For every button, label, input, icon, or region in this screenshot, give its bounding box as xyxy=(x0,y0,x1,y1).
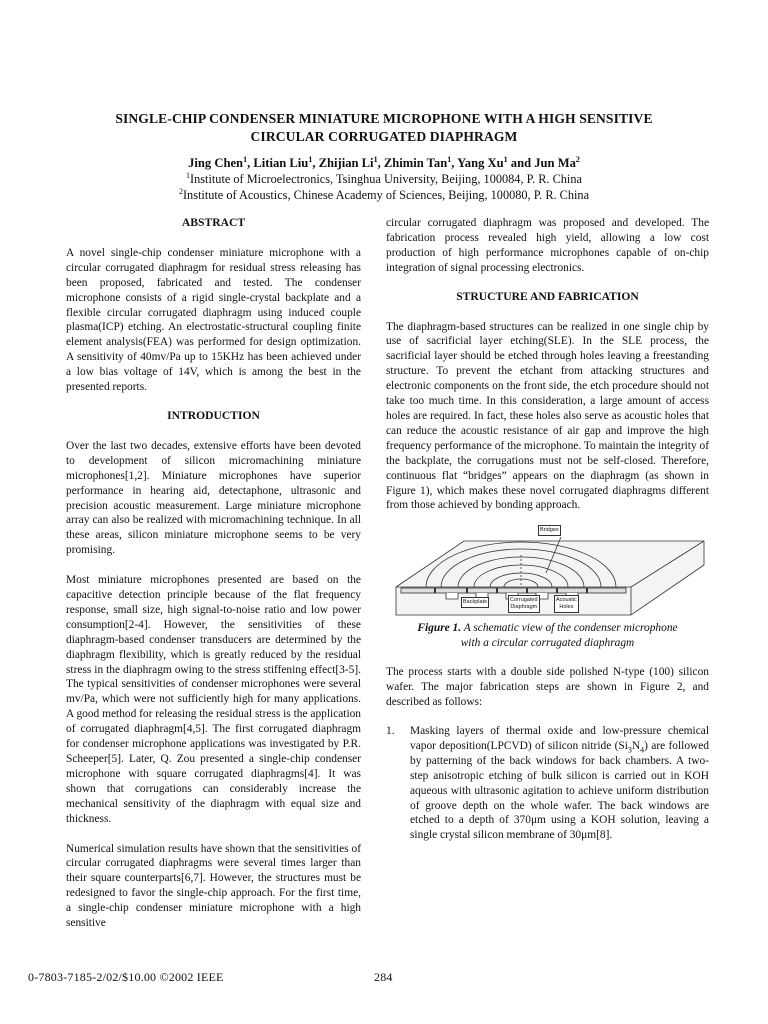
step-1-number: 1. xyxy=(386,725,395,738)
author-affiliation-mark: 1 xyxy=(447,154,452,164)
author-affiliation-mark: 1 xyxy=(243,154,248,164)
right-column xyxy=(386,216,709,843)
author-name: Yang Xu xyxy=(457,156,504,170)
author-name: Zhimin Tan xyxy=(383,156,448,170)
introduction-heading: INTRODUCTION xyxy=(167,408,260,422)
author-affiliation-mark: 1 xyxy=(373,154,378,164)
label-bridges: Bridges xyxy=(538,525,561,536)
figure-1-caption: Figure 1. A schematic view of the condenser microphone with a circular corrugated diaphragm xyxy=(417,622,678,650)
title-line-1: SINGLE-CHIP CONDENSER MINIATURE MICROPHONE WITH A HIGH SENSITIVE xyxy=(115,111,653,126)
step-1 xyxy=(386,724,709,843)
paper-title xyxy=(40,110,728,146)
author-separator: , xyxy=(451,156,458,170)
intro-paragraph-1: Over the last two decades, extensive efforts have been devoted to development of silicon micromachining miniature microphones[1,2]. Miniature microphones have superior performance in hearing aid, detectaphone, ultrasonic and precision acoustic measurement. Large miniature microphone array can also be realized with micromachining technique. In all these areas, silicon miniature microphone seems to be very promising. xyxy=(66,439,361,557)
author-affiliation-mark: 1 xyxy=(503,154,508,164)
left-column xyxy=(66,216,361,931)
author-separator: , xyxy=(312,156,319,170)
structure-paragraph: The diaphragm-based structures can be realized in one single chip by use of sacrificial layer etching(SLE). In the SLE process, the sacrificial layer should be etched through holes leaving a freestanding structure. To prevent the etchant from attacking structures and electronic components on the front side, the etch procedure should not take too much time. In this consideration, a large amount of access holes are required. In fact, these holes also serve as acoustic holes that can reduce the acoustic resistance of air gap and improve the high frequency performance of the microphone. To maintain the integrity of the backplate, the corrugations must not be self-closed. Therefore, continuous flat “bridges” appears on the diaphragm (as shown in Figure 1), which makes these novel corrugated diaphragms different from those achieved by bonding approach. xyxy=(386,320,709,512)
structure-heading: STRUCTURE AND FABRICATION xyxy=(456,289,639,303)
author-list xyxy=(40,155,728,171)
author-name: Zhijian Li xyxy=(318,156,374,170)
author-separator: , xyxy=(247,156,254,170)
author-separator: and xyxy=(507,156,535,170)
abstract-heading: ABSTRACT xyxy=(181,216,246,229)
author-affiliation-mark: 1 xyxy=(308,154,313,164)
author-name: Jing Chen xyxy=(188,156,244,170)
copyright-footer: 0-7803-7185-2/02/$10.00 ©2002 IEEE xyxy=(28,970,224,984)
label-backplate: Backplate xyxy=(461,597,489,608)
author-name: Litian Liu xyxy=(253,156,309,170)
step-1-text: Masking layers of thermal oxide and low-pressure chemical vapor deposition(LPCVD) of silicon nitride $(Si_3N_4)$ are followed by patterning of the back windows for back chambers. A two-step anisotropic etching of bulk silicon is carried out in KOH aqueous with ultrasonic agitation to achieve uniform distribution of groove depth on the whole wafer. The back windows are etched to a depth of 370μm using a KOH solution, leaving a single crystal silicon membrane of 30μm[8]. xyxy=(410,725,710,842)
figure-1-label: Figure 1. xyxy=(417,622,462,635)
label-acoustic-holes: Acoustic Holes xyxy=(554,595,579,613)
label-corrugated-diaphragm: Corrugated Diaphragm xyxy=(508,595,540,613)
author-name: Jun Ma xyxy=(534,156,576,170)
author-separator: , xyxy=(377,156,384,170)
affiliation-2: $^2$Institute of Acoustics, Chinese Academy of Sciences, Beijing, 100080, P. R. China xyxy=(178,186,590,202)
intro-paragraph-2: Most miniature microphones presented are based on the capacitive detection principle because of the flat frequency response, small size, high signal-to-noise ratio and low power consumption[2-4]. However, the sensitivities of these diaphragm-based condenser transducers are determined by the diaphragm flexibility, which is greatly reduced by the residual stress in the diaphragm owing to the stress stiffening effect[3-5]. The typical sensitivities of condenser microphones were several mv/Pa, which were not sufficiently high for many applications. A good method for releasing the residual stress is the application of corrugated diaphragm[4,5]. The first corrugated diaphragm for condenser microphone applications was investigated by P.R. Scheeper[5]. Later, Q. Zou presented a single-chip condenser microphone with square corrugated diaphragms[4]. It was shown that corrugations can considerably increase the mechanical sensitivity of the diaphragm with equal size and thickness. xyxy=(66,574,361,825)
page-number: 284 xyxy=(374,970,393,984)
author-affiliation-mark: 2 xyxy=(575,154,580,164)
continued-paragraph: circular corrugated diaphragm was proposed and developed. The fabrication process revealed high yield, allowing a low cost production of high performance microphones capable of on-chip integration of signal processing electronics. xyxy=(386,217,709,274)
abstract-text: A novel single-chip condenser miniature microphone with a circular corrugated diaphragm for residual stress releasing has been proposed, fabricated and tested. The condenser microphone consists of a rigid single-crystal backplate and a flexible circular corrugated diaphragm using induced couple plasma(ICP) etching. An electrostatic-structural coupling finite element analysis(FEA) was performed for design optimization. A sensitivity of 40mv/Pa up to 15KHz has been achieved under a low bias voltage of 14V, which is among the best in the presented reports. xyxy=(66,246,361,394)
process-paragraph: The process starts with a double side polished N-type (100) silicon wafer. The major fabrication steps are shown in Figure 2, and described as follows: xyxy=(386,666,709,709)
title-line-2: CIRCULAR CORRUGATED DIAPHRAGM xyxy=(250,129,518,144)
intro-paragraph-3: Numerical simulation results have shown that the sensitivities of circular corrugated diaphragms were several times larger than their square counterparts[6,7]. However, the structures must be redesigned to favor the single-chip approach. For the first time, a single-chip condenser miniature microphone with a high sensitive xyxy=(66,842,361,930)
figure-1-schematic xyxy=(386,525,709,621)
affiliation-1: $^1$Institute of Microelectronics, Tsinghua University, Beijing, 100084, P. R. China xyxy=(186,170,582,186)
microphone-schematic-drawing xyxy=(386,525,709,621)
